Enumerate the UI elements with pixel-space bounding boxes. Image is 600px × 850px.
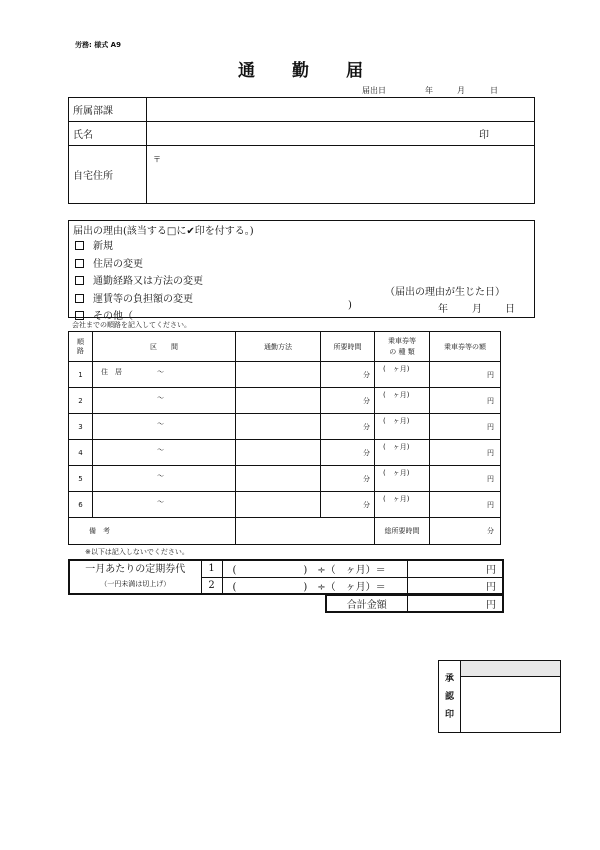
- route-time[interactable]: [321, 362, 375, 388]
- occur-day: 日: [505, 304, 515, 315]
- route-row: [69, 440, 501, 466]
- route-tilde: 〜: [157, 368, 164, 376]
- reason-option-new[interactable]: [75, 238, 203, 256]
- total-amount-table: [325, 594, 504, 613]
- route-section[interactable]: [93, 492, 236, 518]
- route-method[interactable]: [236, 388, 321, 414]
- route-ticket-type[interactable]: [375, 388, 430, 414]
- yen-unit: 円: [486, 581, 496, 593]
- checkbox[interactable]: [75, 276, 84, 285]
- route-method[interactable]: [236, 466, 321, 492]
- route-row: [69, 362, 501, 388]
- route-ticket-type[interactable]: [375, 362, 430, 388]
- months-placeholder: ( ヶ月): [383, 495, 410, 503]
- calc-row2-no: 2: [201, 577, 222, 594]
- route-row: [69, 414, 501, 440]
- months-placeholder: ( ヶ月): [383, 365, 410, 373]
- formula-open: (: [232, 581, 237, 593]
- approval-box: [438, 660, 561, 733]
- route-section[interactable]: [93, 440, 236, 466]
- calc-row1-amount[interactable]: [407, 560, 503, 577]
- reason-option-route[interactable]: [75, 273, 203, 291]
- minute-unit: 分: [363, 396, 370, 405]
- name-field[interactable]: [147, 122, 535, 146]
- form-code: 労務: 様式 A9: [75, 41, 121, 49]
- route-ticket-amount[interactable]: [430, 440, 501, 466]
- approval-stamp-field[interactable]: [461, 677, 561, 733]
- route-method[interactable]: [236, 492, 321, 518]
- route-row-no: 4: [69, 440, 93, 466]
- submit-day: 日: [490, 86, 498, 95]
- header-ticket-type-top: 乗車券等: [388, 336, 416, 345]
- minute-unit: 分: [363, 500, 370, 509]
- minute-unit: 分: [363, 422, 370, 431]
- header-ticket-amount: 乗車券等の額: [430, 332, 501, 362]
- occur-year: 年: [438, 304, 448, 315]
- route-row: [69, 466, 501, 492]
- name-label: 氏名: [69, 122, 147, 146]
- route-time[interactable]: [321, 388, 375, 414]
- route-ticket-amount[interactable]: [430, 466, 501, 492]
- route-table: [68, 331, 501, 545]
- postal-mark: 〒: [153, 155, 161, 164]
- calc-label-cell: [69, 560, 201, 594]
- route-time[interactable]: [321, 414, 375, 440]
- total-amount-field[interactable]: [407, 595, 503, 612]
- route-ticket-amount[interactable]: [430, 388, 501, 414]
- reason-option-residence[interactable]: [75, 256, 203, 274]
- minute-unit: 分: [363, 448, 370, 457]
- months-placeholder: ( ヶ月): [383, 417, 410, 425]
- header-section: 区 間: [93, 332, 236, 362]
- calc-row2-formula: [222, 577, 407, 594]
- page-title: 通 勤 届: [238, 61, 364, 81]
- route-ticket-amount[interactable]: [430, 414, 501, 440]
- route-row: [69, 492, 501, 518]
- route-ticket-type[interactable]: [375, 414, 430, 440]
- address-field[interactable]: [147, 146, 535, 204]
- route-from: 住 居: [101, 368, 122, 376]
- checkbox[interactable]: [75, 294, 84, 303]
- calc-table: [68, 559, 504, 595]
- route-ticket-amount[interactable]: [430, 362, 501, 388]
- total-min-unit: 分: [487, 527, 494, 535]
- remarks-label: 備 考: [69, 518, 236, 545]
- total-amount-label: 合計金額: [326, 595, 407, 612]
- formula-rest: ) ÷（ ヶ月）＝: [303, 581, 386, 593]
- yen-unit: 円: [486, 565, 496, 577]
- route-method[interactable]: [236, 440, 321, 466]
- route-section[interactable]: [93, 388, 236, 414]
- route-row-no: 3: [69, 414, 93, 440]
- reason-heading-text: 届出の理由: [73, 226, 123, 237]
- route-ticket-amount[interactable]: [430, 492, 501, 518]
- approval-char-3: 印: [444, 709, 454, 720]
- route-time[interactable]: [321, 440, 375, 466]
- calc-label: 一月あたりの定期券代: [85, 564, 186, 575]
- route-tilde: 〜: [157, 472, 164, 480]
- checkbox[interactable]: [75, 311, 84, 320]
- calc-row1-no: 1: [201, 560, 222, 577]
- calc-row2-amount[interactable]: [407, 577, 503, 594]
- route-method[interactable]: [236, 362, 321, 388]
- yen-unit: 円: [487, 422, 494, 431]
- route-tilde: 〜: [157, 446, 164, 454]
- total-time-label: 総所要時間: [375, 518, 430, 545]
- yen-unit: 円: [486, 600, 496, 611]
- employee-info-table: [68, 97, 535, 204]
- minute-unit: 分: [363, 370, 370, 379]
- route-section[interactable]: [93, 362, 236, 388]
- months-placeholder: ( ヶ月): [383, 443, 410, 451]
- yen-unit: 円: [487, 448, 494, 457]
- yen-unit: 円: [487, 396, 494, 405]
- checkbox[interactable]: [75, 241, 84, 250]
- route-row: [69, 388, 501, 414]
- months-placeholder: ( ヶ月): [383, 469, 410, 477]
- approval-header-cell: [461, 661, 561, 677]
- do-not-fill-note: ※以下は記入しないでください。: [85, 548, 189, 556]
- header-method: 通勤方法: [236, 332, 321, 362]
- dept-label: 所属部課: [69, 98, 147, 122]
- route-ticket-type[interactable]: [375, 466, 430, 492]
- route-note: 会社までの順路を記入してください。: [72, 321, 191, 329]
- header-no-text: 順路: [77, 337, 84, 355]
- yen-unit: 円: [487, 370, 494, 379]
- reason-option-fare[interactable]: [75, 291, 203, 309]
- address-label: 自宅住所: [69, 146, 147, 204]
- option-label: その他（: [93, 311, 133, 322]
- route-tilde: 〜: [157, 498, 164, 506]
- route-section[interactable]: [93, 466, 236, 492]
- route-method[interactable]: [236, 414, 321, 440]
- approval-char-1: 承: [444, 673, 454, 684]
- route-section[interactable]: [93, 414, 236, 440]
- yen-unit: 円: [487, 474, 494, 483]
- calc-row1-formula: [222, 560, 407, 577]
- dept-field[interactable]: [147, 98, 535, 122]
- header-ticket-type-bottom: の 種 類: [389, 347, 415, 356]
- option-label: 新規: [93, 241, 113, 252]
- option-label: 住居の変更: [93, 258, 143, 270]
- other-close-paren: ): [348, 300, 352, 311]
- route-time[interactable]: [321, 466, 375, 492]
- formula-rest: ) ÷（ ヶ月）＝: [303, 565, 386, 577]
- route-tilde: 〜: [157, 420, 164, 428]
- total-time-field[interactable]: [430, 518, 501, 545]
- reason-instruction: (該当する□に✔印を付する。): [123, 226, 254, 237]
- route-time[interactable]: [321, 492, 375, 518]
- route-ticket-type[interactable]: [375, 492, 430, 518]
- formula-open: (: [232, 565, 237, 577]
- checkbox[interactable]: [75, 259, 84, 268]
- minute-unit: 分: [363, 474, 370, 483]
- submit-month: 月: [457, 86, 465, 95]
- calc-sublabel: （一円未満は切上げ）: [100, 580, 171, 588]
- occur-month: 月: [472, 304, 482, 315]
- route-row-no: 6: [69, 492, 93, 518]
- approval-char-2: 認: [444, 691, 454, 702]
- approval-label: [439, 661, 461, 733]
- reason-heading: [73, 222, 254, 237]
- reason-occur-note: （届出の理由が生じた日）: [385, 287, 505, 298]
- submit-year: 年: [425, 86, 433, 95]
- header-no: [69, 332, 93, 362]
- route-row-no: 5: [69, 466, 93, 492]
- header-ticket-type: [375, 332, 430, 362]
- header-time: 所要時間: [321, 332, 375, 362]
- yen-unit: 円: [487, 500, 494, 509]
- submit-date-label: 届出日: [362, 86, 386, 95]
- route-row-no: 1: [69, 362, 93, 388]
- route-row-no: 2: [69, 388, 93, 414]
- months-placeholder: ( ヶ月): [383, 391, 410, 399]
- remarks-field[interactable]: [236, 518, 375, 545]
- option-label: 運賃等の負担額の変更: [93, 293, 193, 305]
- route-tilde: 〜: [157, 394, 164, 402]
- option-label: 通勤経路又は方法の変更: [93, 276, 203, 287]
- seal-mark: 印: [479, 130, 489, 141]
- reason-options: [75, 238, 203, 326]
- route-ticket-type[interactable]: [375, 440, 430, 466]
